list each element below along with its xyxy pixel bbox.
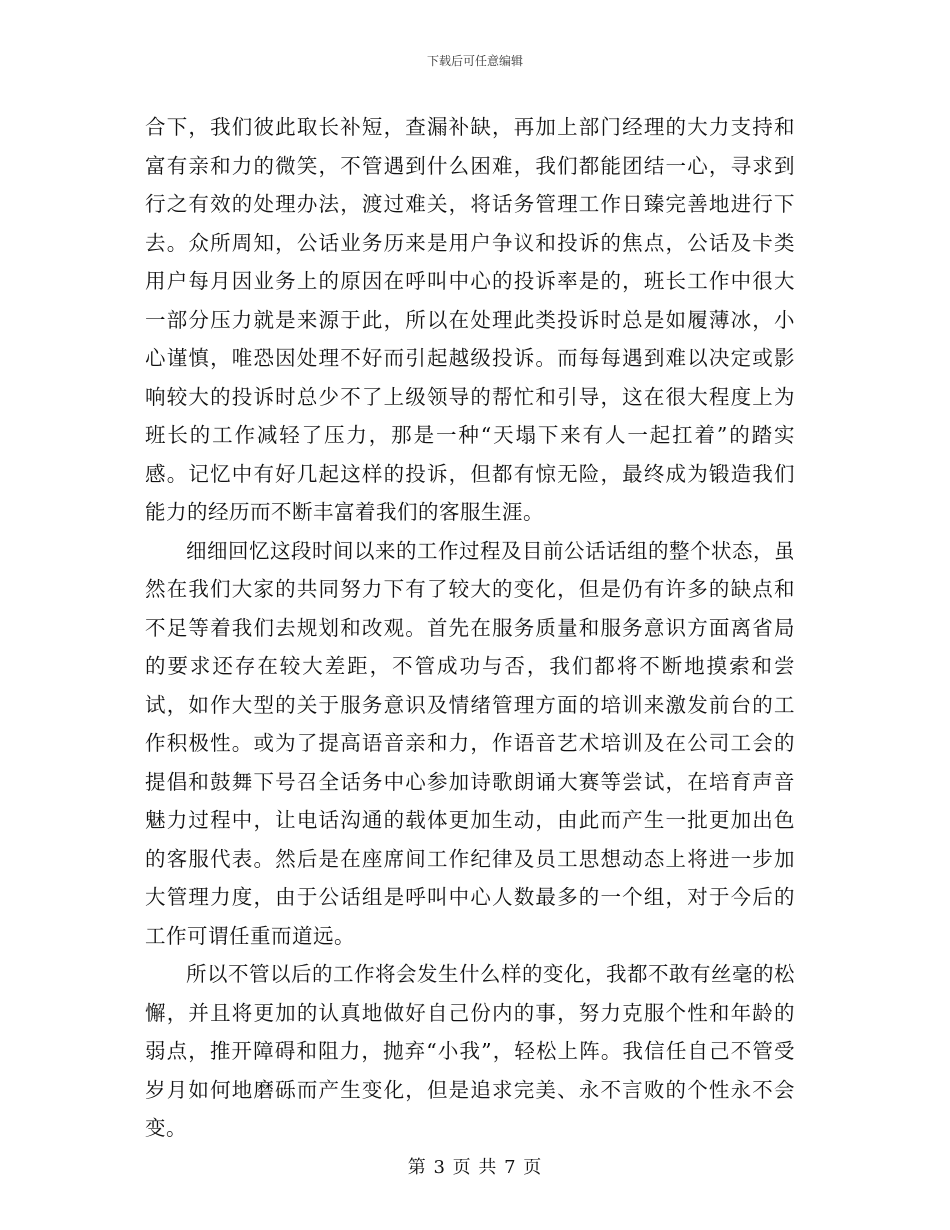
document-body (145, 108, 795, 1148)
page-footer (0, 1153, 950, 1179)
page-number-label: 第 3 页 共 7 页 (407, 1157, 543, 1178)
paragraph-2: 细细回忆这段时间以来的工作过程及目前公话话组的整个状态，虽然在我们大家的共同努力下有了较大的变化，但是仍有许多的缺点和不足等着我们去规划和改观。首先在服务质量和服务意识方面离省局的要求还存在较大差距，不管成功与否，我们都将不断地摸索和尝试，如作大型的关于服务意识及情绪管理方面的培训来激发前台的工作积极性。或为了提高语音亲和力，作语音艺术培训及在公司工会的提倡和鼓舞下号召全话务中心参加诗歌朗诵大赛等尝试，在培育声音魅力过程中，让电话沟通的载体更加生动，由此而产生一批更加出色的客服代表。然后是在座席间工作纪律及员工思想动态上将进一步加大管理力度，由于公话组是呼叫中心人数最多的一个组，对于今后的工作可谓任重而道远。 (145, 538, 795, 948)
page-header: 下载后可任意编辑 (426, 54, 523, 68)
paragraph-3: 所以不管以后的工作将会发生什么样的变化，我都不敢有丝毫的松懈，并且将更加的认真地做好自己份内的事，努力克服个性和年龄的弱点，推开障碍和阻力，抛弃“小我”，轻松上阵。我信任自己不管受岁月如何地磨砾而产生变化，但是追求完美、永不言败的个性永不会变。 (145, 962, 795, 1140)
paragraph-1: 合下，我们彼此取长补短，查漏补缺，再加上部门经理的大力支持和富有亲和力的微笑，不管遇到什么困难，我们都能团结一心，寻求到行之有效的处理办法，渡过难关，将话务管理工作日臻完善地进行下去。众所周知，公话业务历来是用户争议和投诉的焦点，公话及卡类用户每月因业务上的原因在呼叫中心的投诉率是的，班长工作中很大一部分压力就是来源于此，所以在处理此类投诉时总是如履薄冰，小心谨慎，唯恐因处理不好而引起越级投诉。而每每遇到难以决定或影响较大的投诉时总少不了上级领导的帮忙和引导，这在很大程度上为班长的工作减轻了压力，那是一种“天塌下来有人一起扛着”的踏实感。记忆中有好几起这样的投诉，但都有惊无险，最终成为锻造我们能力的经历而不断丰富着我们的客服生涯。 (145, 115, 795, 524)
